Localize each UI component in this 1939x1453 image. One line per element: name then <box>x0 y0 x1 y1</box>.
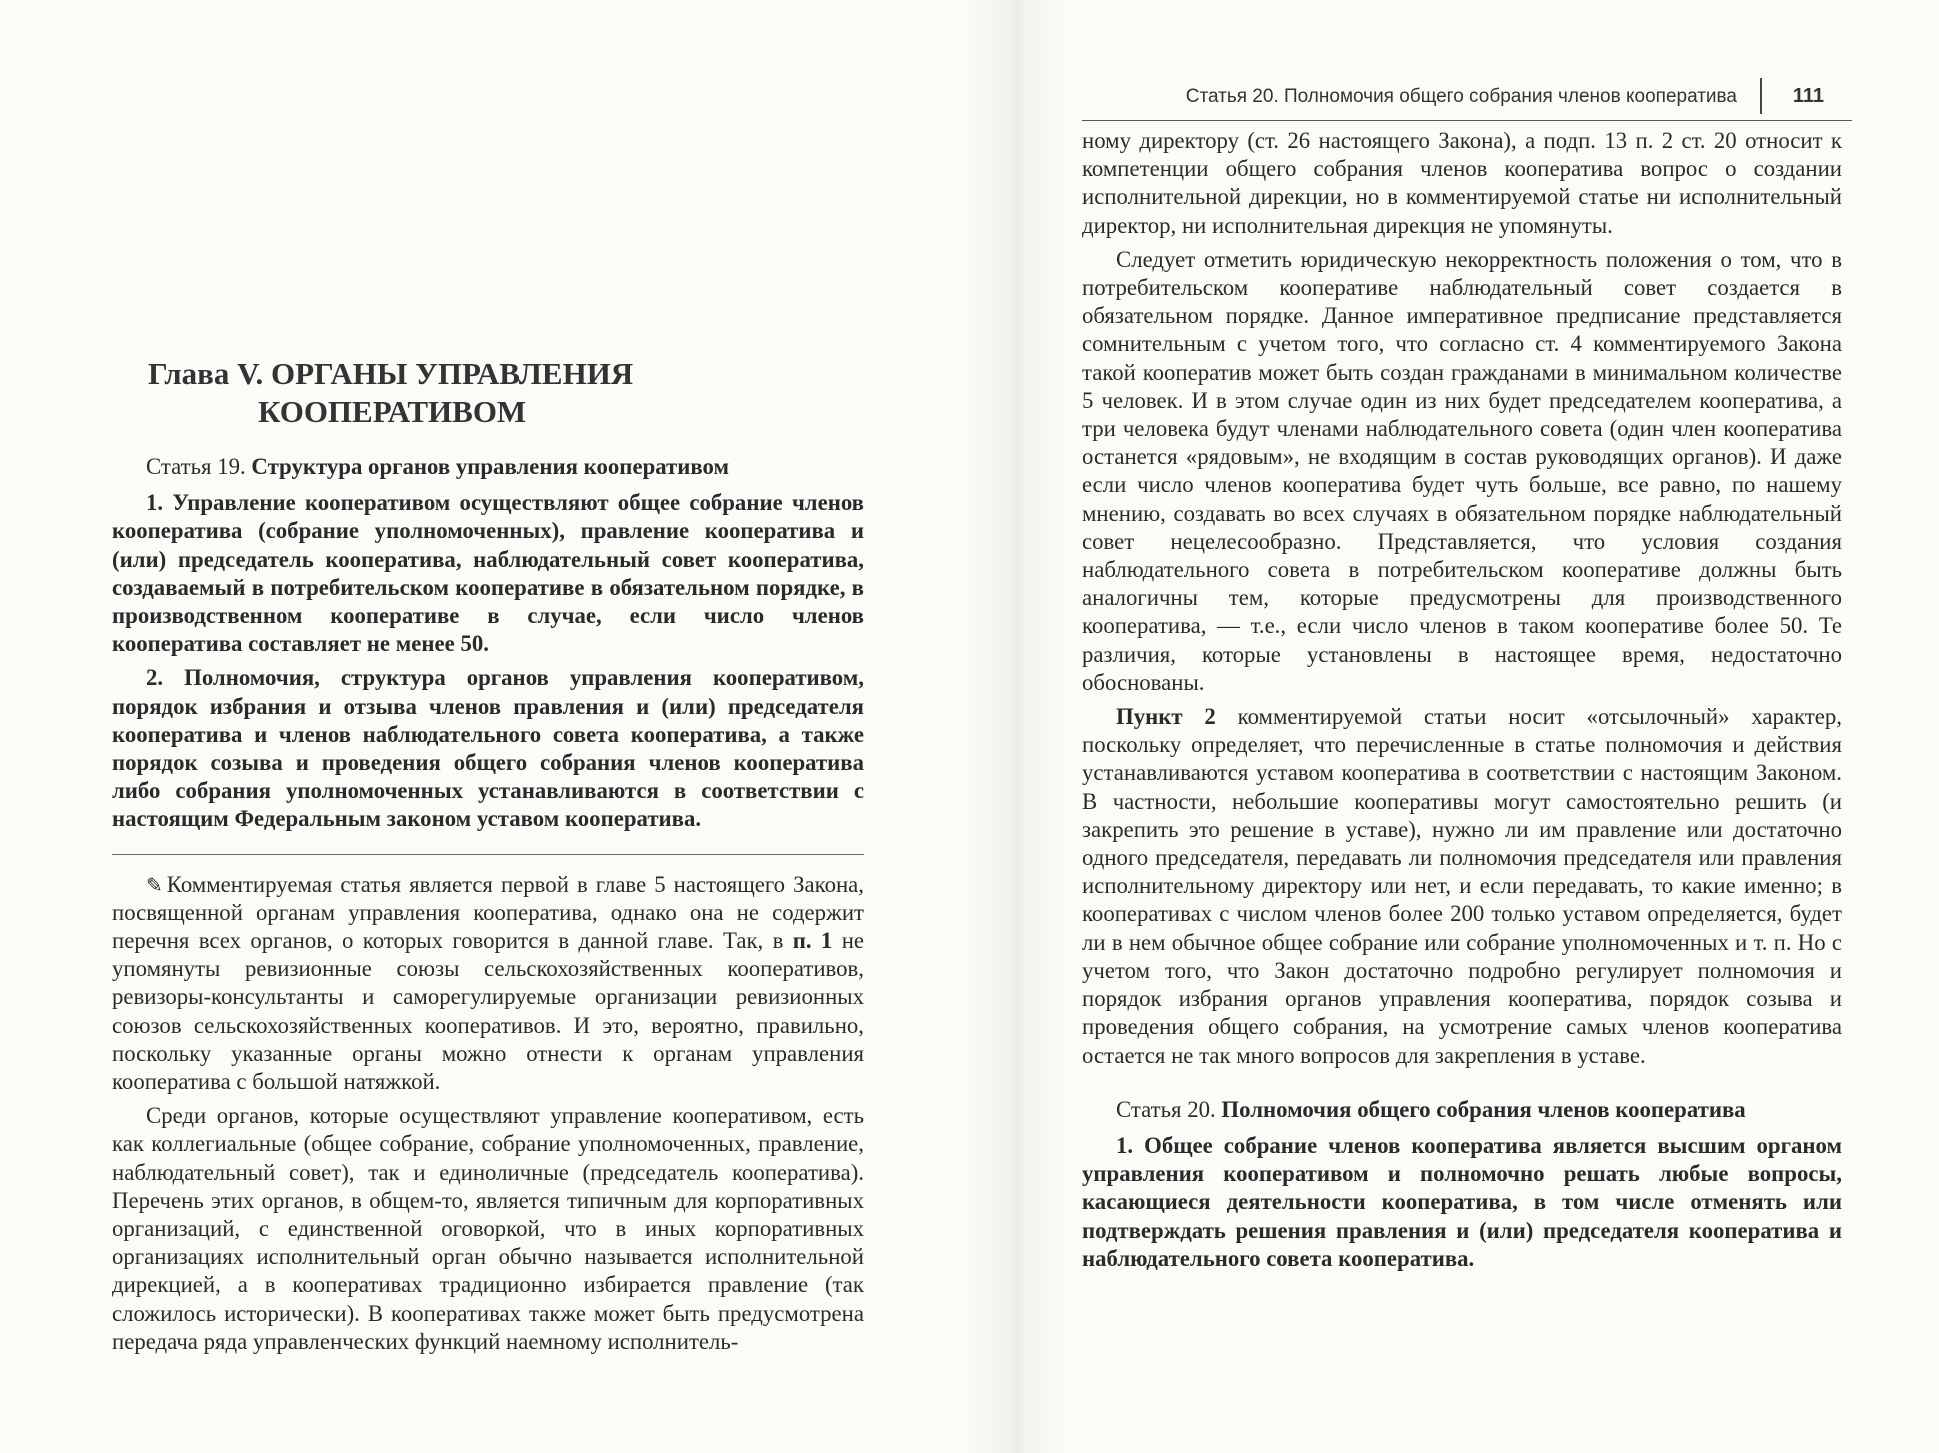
article-20-heading <box>1082 1096 1842 1124</box>
commentary-text-2c: не упомянуты ревизионные союзы сельскохозяйственных кооперативов, ревизоры-консультанты и саморегулируемые организации ревизионных союзов сельскохозяйственных кооперативов. И это, вероятно, правильно, поскольку указанные органы можно отнести к органам управления кооператива с большой натяжкой. <box>112 928 865 1095</box>
left-column <box>112 355 864 1356</box>
right-column <box>1082 127 1842 1273</box>
left-page <box>0 0 968 1453</box>
article-19-number: Статья 19. <box>146 454 246 479</box>
right-paragraph-3-text: комментируемой статьи носит «отсылочный» характер, поскольку определяет, что перечисленные в статье полномочия и действия устанавливаются уставом кооператива в соответствии с настоящим Законом. В частности, небольшие кооперативы могут самостоятельно решить (и закрепить это решение в уставе), нужно ли им правление или достаточно одного председателя, передавать ли полномочия председателя или правления исполнительному директору или нет, и если передавать, то какие именно; в кооперативах с числом членов более 200 только уставом определяется, будет ли в нем обычное общее собрание или собрание уполномоченных и т. п. Но с учетом того, что Закон достаточно подробно регулирует полномочия и порядок избрания органов управления кооператива, порядок созыва и проведения общего собрания, на усмотрение самых членов кооператива остается не так много вопросов для закрепления в уставе. <box>1082 704 1843 1068</box>
article-19-title: Структура органов управления кооперативом <box>251 454 730 479</box>
right-paragraph-2: Следует отметить юридическую некорректность положения о том, что в потребительском кооперативе наблюдательный совет создается в обязательном порядке. Данное императивное предписание представляется сомнительным с учетом того, что согласно ст. 4 комментируемого Закона такой кооператив может быть создан гражданами в минимальном количестве 5 человек. И в этом случае один из них будет председателем кооператива, а три человека будут членами наблюдательного совета (один член кооператива останется «рядовым», не входящим в состав руководящих органов). И даже если число членов кооператива будет чуть больше, все равно, по нашему мнению, создавать во всех случаях в обязательном порядке наблюдательный совет нецелесообразно. Представляется, что условия создания наблюдательного совета в потребительском кооперативе должны быть аналогичны тем, которые предусмотрены для производственного кооператива, — т.е., если число членов в таком кооперативе более 50. Те различия, которые установлены в настоящее время, недостаточно обоснованы. <box>1082 246 1842 695</box>
running-header-separator <box>1760 78 1762 114</box>
right-page <box>1070 0 1939 1453</box>
chapter-title-line1: Глава V. ОРГАНЫ УПРАВЛЕНИЯ <box>148 356 634 391</box>
article-20-title: Полномочия общего собрания членов кооператива <box>1221 1096 1746 1122</box>
running-header-title: Статья 20. Полномочия общего собрания членов кооператива <box>1185 86 1737 107</box>
commentary-paragraph-3: Среди органов, которые осуществляют управление кооперативом, есть как коллегиальные (общее собрание, собрание уполномоченных, правление, наблюдательный совет), так и единоличные (председатель кооператива). Перечень этих органов, в общем-то, является типичным для корпоративных организаций, с единственной оговоркой, что в иных корпоративных организациях исполнительный орган обычно называется исполнительной дирекцией, а в кооперативах традиционно избирается правление (так сложилось исторически). В кооперативах также может быть предусмотрена передача ряда управленческих функций наемному исполнитель- <box>112 1103 864 1354</box>
right-paragraph-3-bold: Пункт 2 <box>1116 704 1216 730</box>
right-paragraph-1: ному директору (ст. 26 настоящего Закона), а подп. 13 п. 2 ст. 20 относит к компетенции общего собрания членов кооператива вопрос о создании исполнительной дирекции, но в комментируемой статье ни исполнительный директор, ни исполнительная дирекция не упомянуты. <box>1082 128 1842 238</box>
article-20-number: Статья 20. <box>1116 1096 1216 1122</box>
commentary-text-2a: Так, в <box>723 928 784 954</box>
article-19-heading <box>112 453 864 481</box>
commentary-ref-p1: п. 1 <box>792 928 833 954</box>
article-19-point-2: 2. Полномочия, структура органов управления кооперативом, порядок избрания и отзыва членов правления и (или) председателя кооператива и членов наблюдательного совета кооператива, а также порядок созыва и проведения общего собрания членов кооператива либо собрания уполномоченных устанавливаются в соответствии с настоящим Федеральным законом уставом кооператива. <box>112 665 864 832</box>
page-number: 111 <box>1792 85 1824 107</box>
article-19-point-1: 1. Управление кооперативом осуществляют общее собрание членов кооператива (собрание уполномоченных), правление кооператива и (или) председатель кооператива, наблюдательный совет кооператива, создаваемый в потребительском кооперативе в обязательном порядке, в производственном кооперативе в случае, если число членов кооператива составляет не менее 50. <box>112 490 864 657</box>
article-divider <box>112 854 864 855</box>
commentary-pen-icon: ✎ <box>146 872 163 897</box>
commentary-text-1: Комментируемая статья является первой в главе 5 настоящего Закона, посвященной органам управления кооператива, однако она не содержит перечня всех органов, о которых говорится в данной главе. <box>112 871 864 954</box>
commentary-paragraph-1 <box>112 871 864 1097</box>
book-gutter <box>960 0 1070 1453</box>
chapter-title <box>148 355 864 431</box>
running-header <box>1082 80 1852 121</box>
chapter-title-line2: КООПЕРАТИВОМ <box>258 394 527 429</box>
article-20-point-1: 1. Общее собрание членов кооператива является высшим органом управления кооперативом и полномочно решать любые вопросы, касающиеся деятельности кооператива, в том числе отменять или подтверждать решения правления и (или) председателя кооператива и наблюдательного совета кооператива. <box>1082 1132 1842 1271</box>
right-paragraph-3 <box>1082 703 1842 1070</box>
